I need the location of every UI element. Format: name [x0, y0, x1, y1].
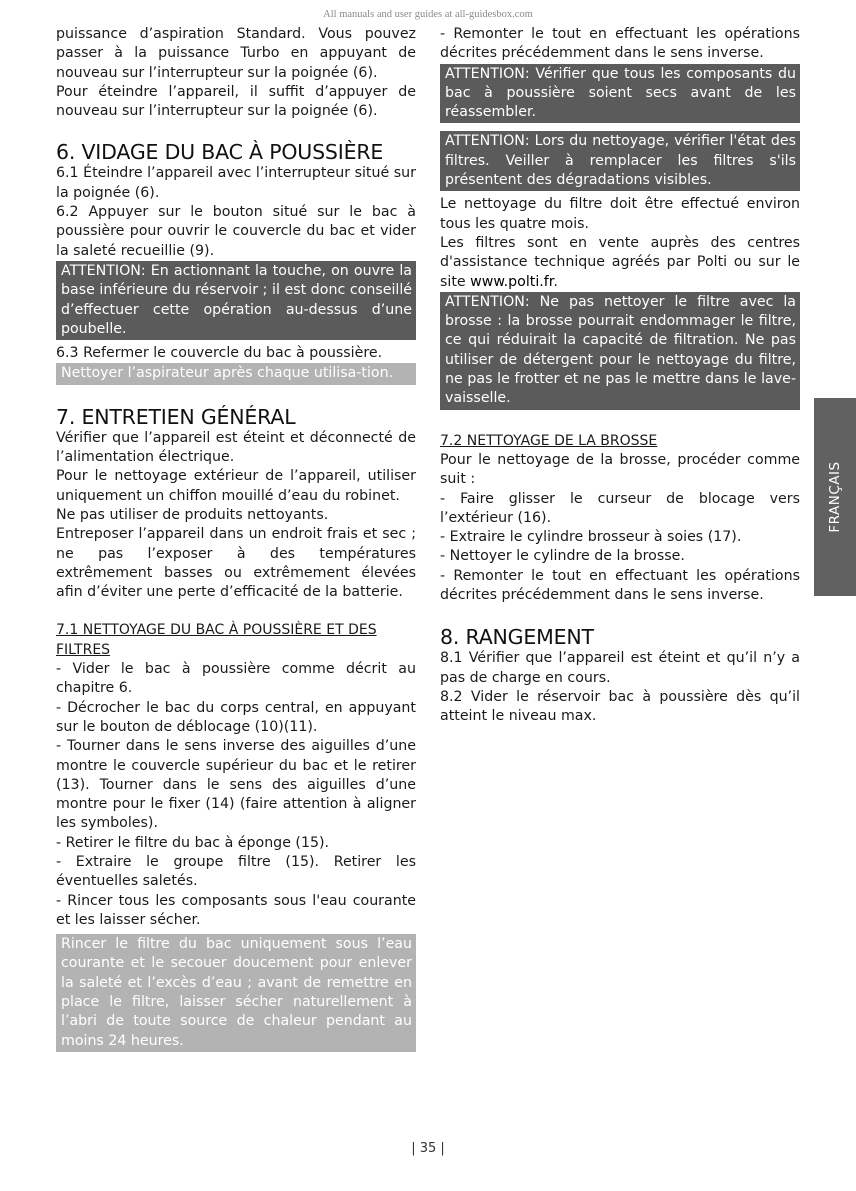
- step-6-2: 6.2 Appuyer sur le bouton situé sur le bac à poussière pour ouvrir le couvercle du bac et vider la saleté recueillie (9).: [56, 204, 416, 259]
- reassemble-paragraph: - Remonter le tout en effectuant les opérations décrites précédemment dans le sens inverse.: [440, 26, 800, 62]
- attention-box-6: ATTENTION: En actionnant la touche, on ouvre la base inférieure du réservoir ; il est donc conseillé d’effectuer cette opération au-dessus d’une poubelle.: [56, 261, 416, 340]
- step-6-3: 6.3 Refermer le couvercle du bac à poussière.: [56, 345, 383, 362]
- section-7-2-intro: Pour le nettoyage de la brosse, procéder comme suit :: [440, 451, 800, 488]
- attention-box-brush: ATTENTION: Ne pas nettoyer le filtre avec la brosse : la brosse pourrait endommager le filtre, ce qui réduirait la capacité de filtration. Ne pas utiliser de détergent pour le nettoyage du filtre, ne pas le frotter et ne pas le mettre dans le lave-vaisselle.: [440, 292, 800, 410]
- list-item: - Décrocher le bac du corps central, en appuyant sur le bouton de déblocage (10)(11).: [56, 699, 416, 735]
- section-7-2-title: 7.2 NETTOYAGE DE LA BROSSE: [440, 432, 658, 449]
- list-item: - Extraire le cylindre brosseur à soies (17).: [440, 529, 742, 546]
- list-item: - Faire glisser le curseur de blocage vers l’extérieur (16).: [440, 490, 800, 526]
- attention-box-filters: ATTENTION: Lors du nettoyage, vérifier l'état des filtres. Veiller à remplacer les filtres s'ils présentent des dégradations visibles.: [440, 131, 800, 191]
- section-6-title: 6. VIDAGE DU BAC À POUSSIÈRE: [56, 140, 384, 165]
- language-tab: [814, 398, 856, 596]
- list-item: - Rincer tous les composants sous l'eau courante et les laisser sécher.: [56, 892, 416, 928]
- filter-frequency-paragraph: Le nettoyage du filtre doit être effectué environ tous les quatre mois.: [440, 196, 800, 232]
- right-column: [440, 25, 800, 727]
- section-7-paragraph-3: Ne pas utiliser de produits nettoyants.: [56, 506, 329, 523]
- section-7-paragraph-1: Vérifier que l’appareil est éteint et déconnecté de l’alimentation électrique.: [56, 429, 416, 466]
- step-8-2: 8.2 Vider le réservoir bac à poussière dès qu’il atteint le niveau max.: [440, 688, 800, 725]
- attention-box-dry: ATTENTION: Vérifier que tous les composants du bac à poussière soient secs avant de les réassembler.: [440, 64, 800, 124]
- list-item: - Vider le bac à poussière comme décrit au chapitre 6.: [56, 661, 416, 697]
- language-tab-label: FRANÇAIS: [827, 461, 843, 533]
- watermark: All manuals and user guides at all-guidesbox.com: [323, 9, 533, 20]
- filter-sale-paragraph: [440, 234, 800, 292]
- list-item: - Retirer le filtre du bac à éponge (15).: [56, 834, 330, 851]
- list-item: - Extraire le groupe filtre (15). Retirer les éventuelles saletés.: [56, 853, 416, 890]
- list-item: - Nettoyer le cylindre de la brosse.: [440, 548, 685, 565]
- polti-website-link[interactable]: www.polti.fr: [470, 273, 554, 290]
- section-7-paragraph-2: Pour le nettoyage extérieur de l’appareil, utiliser uniquement un chiffon mouillé d’eau du robinet.: [56, 468, 416, 504]
- section-8-title: 8. RANGEMENT: [440, 625, 594, 650]
- intro-paragraph-1: puissance d’aspiration Standard. Vous pouvez passer à la puissance Turbo en appuyant de nouveau sur l’interrupteur sur la poignée (6).: [56, 26, 416, 81]
- left-column: [56, 25, 416, 1052]
- intro-paragraph-2: Pour éteindre l’appareil, il suffit d’appuyer de nouveau sur l’interrupteur sur la poignée (6).: [56, 83, 416, 120]
- list-item: - Tourner dans le sens inverse des aiguilles d’une montre le couvercle supérieur du bac et le retirer (13). Tourner dans le sens des aiguilles d’une montre pour le fixer (14) (faire attention à aligner les symboles).: [56, 738, 416, 832]
- page-number: | 35 |: [411, 1141, 445, 1156]
- list-item: - Remonter le tout en effectuant les opérations décrites précédemment dans le sens inverse.: [440, 567, 800, 604]
- filter-sale-end: .: [553, 273, 558, 290]
- section-7-title: 7. ENTRETIEN GÉNÉRAL: [56, 404, 296, 429]
- note-box-6: Nettoyer l’aspirateur après chaque utilisa-tion.: [56, 363, 416, 384]
- step-8-1: 8.1 Vérifier que l’appareil est éteint et qu’il n’y a pas de charge en cours.: [440, 650, 800, 686]
- note-box-7-1: Rincer le filtre du bac uniquement sous l’eau courante et le secouer doucement pour enlever la saleté et l’excès d’eau ; avant de remettre en place le filtre, laisser sécher naturellement à l’abri de toute source de chaleur pendant au moins 24 heures.: [56, 934, 416, 1052]
- step-6-1: 6.1 Éteindre l’appareil avec l’interrupteur situé sur la poignée (6).: [56, 165, 416, 201]
- filter-sale-text: Les filtres sont en vente auprès des centres d'assistance technique agréés par Polti ou sur le site: [440, 234, 800, 290]
- section-7-1-title: 7.1 NETTOYAGE DU BAC À POUSSIÈRE ET DES FILTRES: [56, 622, 377, 658]
- section-7-paragraph-4: Entreposer l’appareil dans un endroit frais et sec ; ne pas l’exposer à des températures extrêmement basses ou extrêmement élevées afin d’éviter une perte d’efficacité de la batterie.: [56, 526, 416, 601]
